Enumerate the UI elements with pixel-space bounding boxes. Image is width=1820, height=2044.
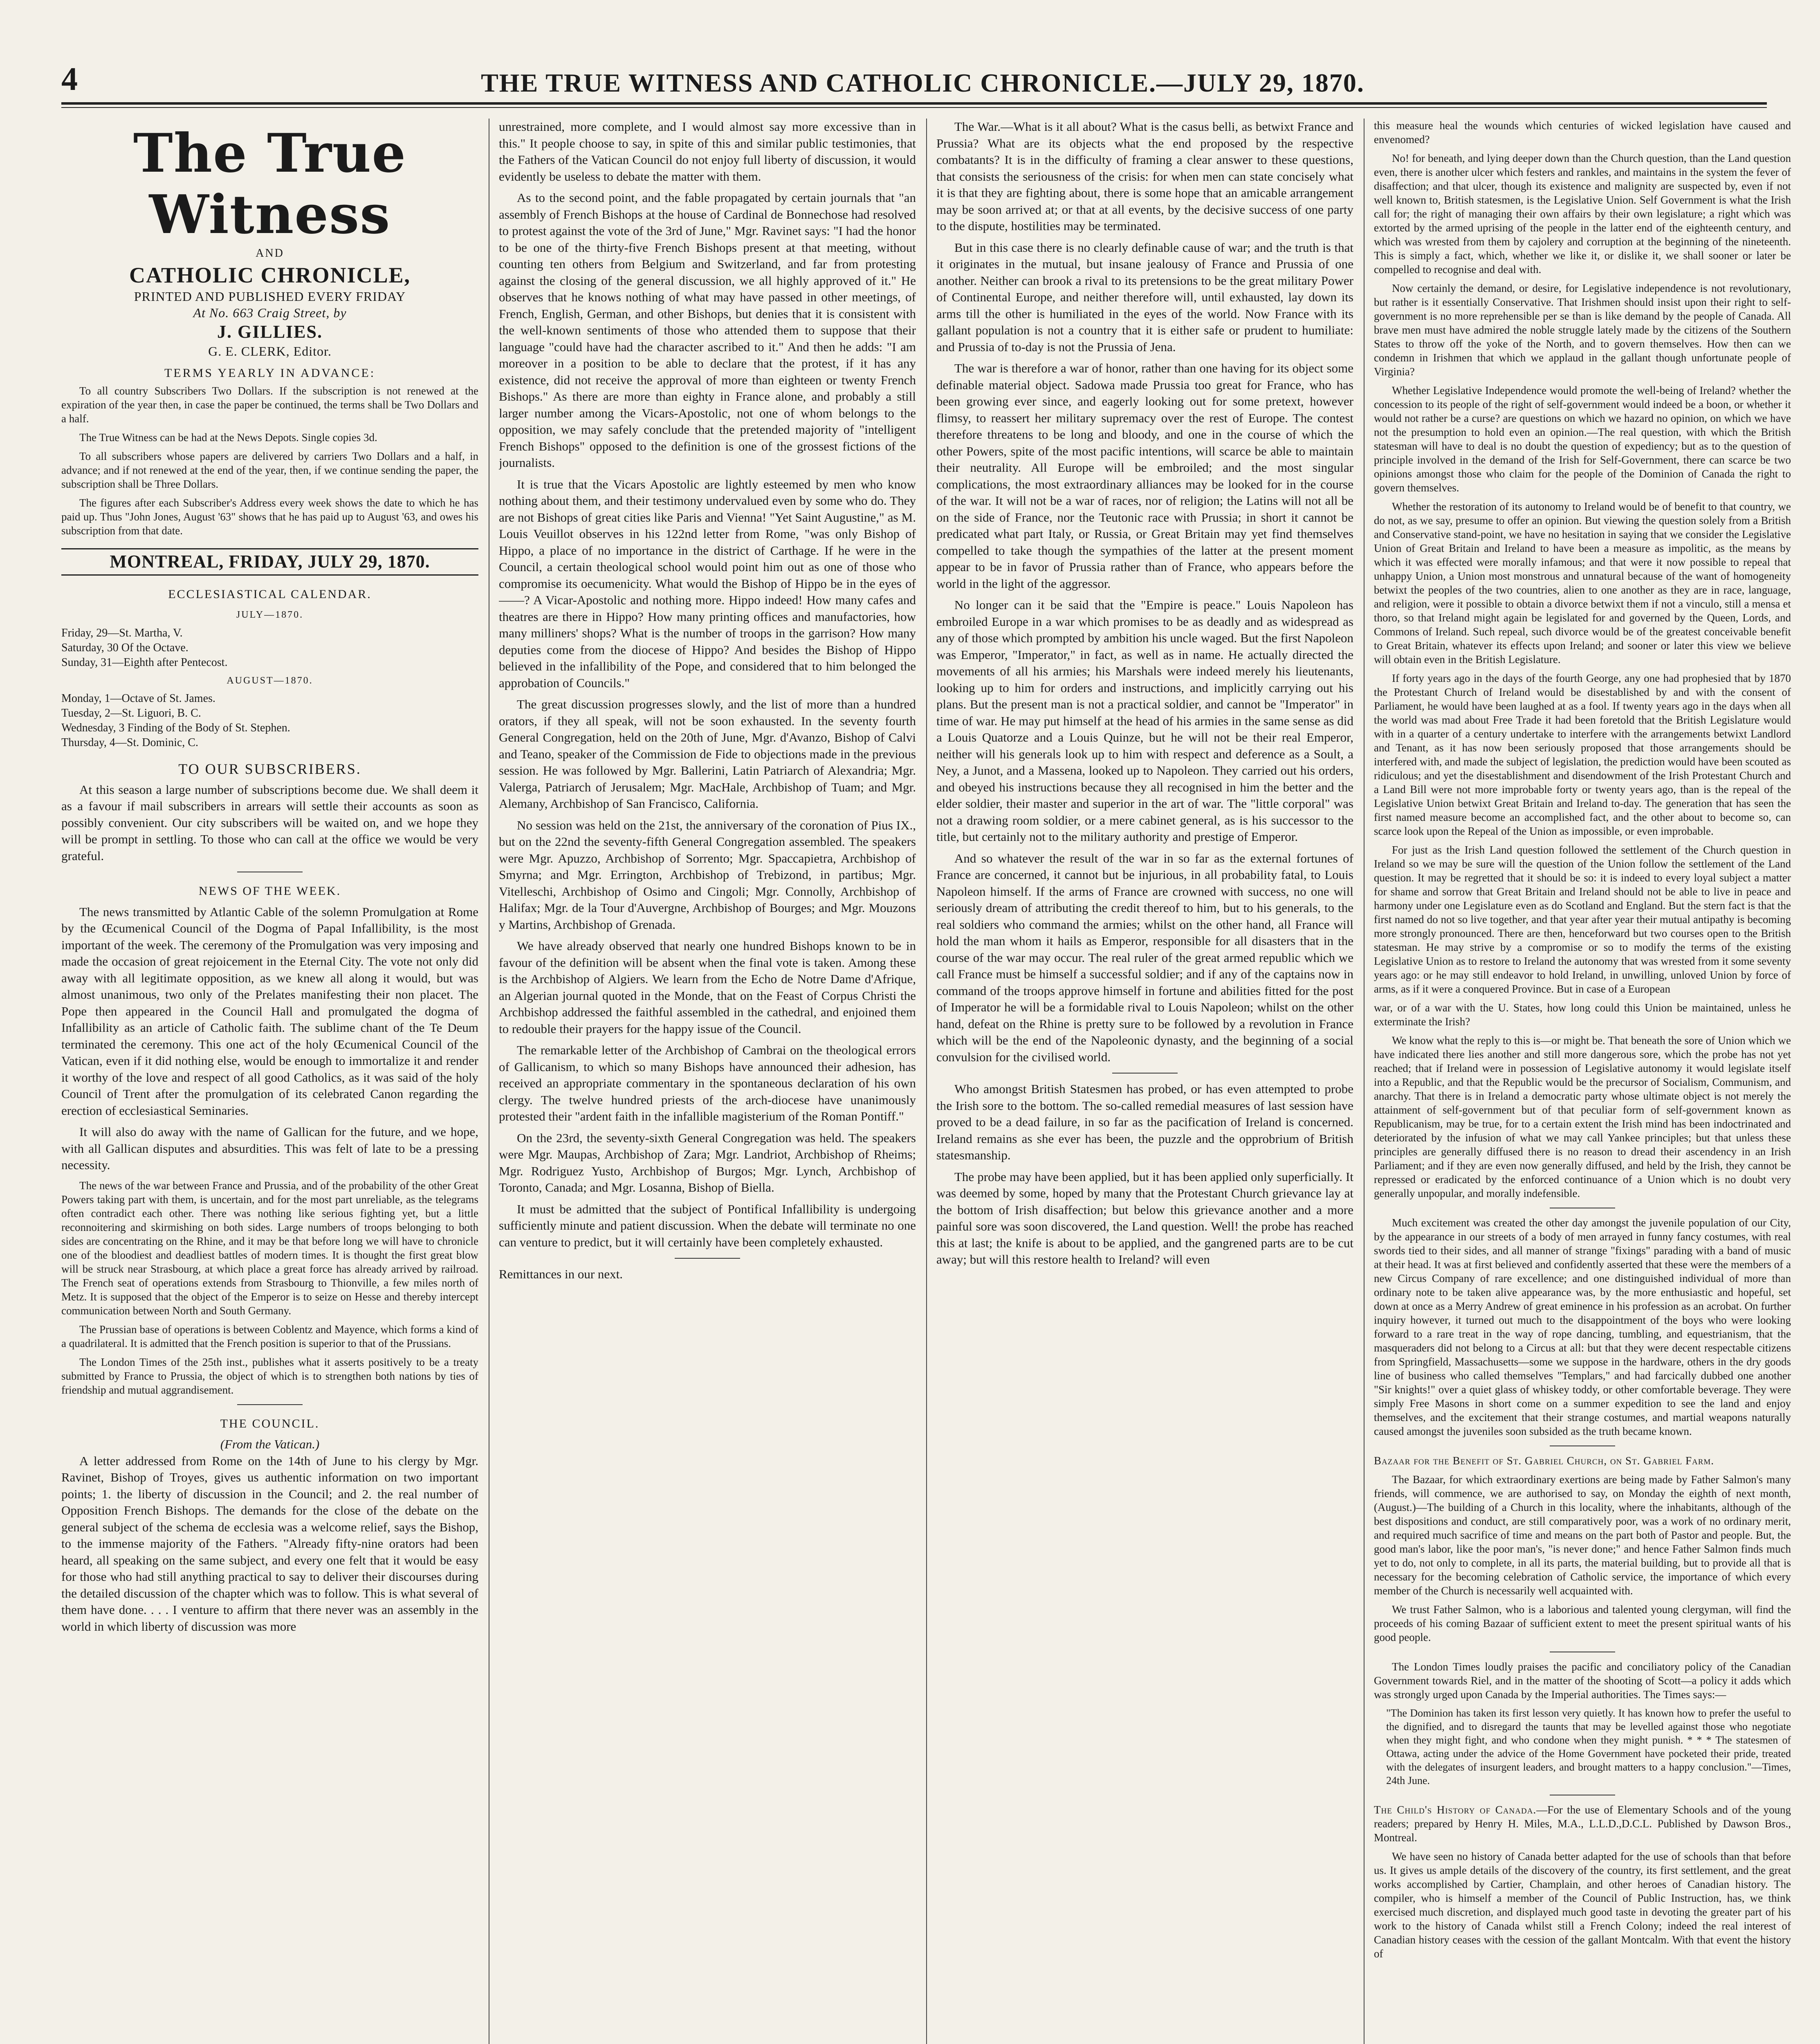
council-paragraph: No session was held on the 21st, the anniversary of the coronation of Pius IX., but on the 22nd the seventy-fifth General Congregation assembled. The speakers were Mgr. Apuzzo, Archbishop of Sorrento; Mgr. Spaccapietra, Archbishop of Smyrna; and Mgr. Errington, Archbishop of Trebizond, in partibus; Mgr. Vitelleschi, Archbishop of Osimo and Cingoli; Mgr. Connolly, Archbishop of Halifax; Mgr. de la Tour d'Auvergne, Archbishop of Bourges; and Mgr. Mouzons y Martins, Archbishop of Grenada.: [499, 818, 916, 932]
council-paragraph: As to the second point, and the fable propagated by certain journals that "an assembly of French Bishops at the house of Cardinal de Bonnechose had resolved to protest against the vote of the 3rd of June," Mgr. Ravinet says: "I had the honor to be one of the thirty-five French Bishops present at that meeting, without counting ten others from Belgium and Switzerland, and far from protesting against the closing of the general discussion, we all highly approved of it." He observes that he knows nothing of what may have passed in other meetings, of French, English, German, and other Bishops, but denies that it is consistent with the well-known sentiments of those who attended them to suppose that their language "could have had the character ascribed to it." And then he adds: "I am moreover in a position to be able to declare that the protest, if it has any existence, did not receive the approval of more than eighteen or twenty French Bishops." As there are more than eighty in France alone, and probably a still larger number among the Vicars-Apostolic, not one of whom belongs to the opposition, we may safely conclude that the pretended majority of "intelligent French Bishops" opposed to the definition is one of the grossest fictions of the journalists.: [499, 191, 916, 470]
subscribers-heading: TO OUR SUBSCRIBERS.: [178, 761, 361, 777]
remittances-note: Remittances in our next.: [499, 1267, 623, 1281]
times-quote: "The Dominion has taken its first lesson very quietly. It has known how to prefer the useful to the dignified, and to disregard the taunts that may be levelled against those who negotiate when they might fight, and who condone when they might punish. * * * The statesmen of Ottawa, acting under the advice of the Home Government have pocketed their pride, treated with the delegates of insurgent leaders, and brought matters to a happy conclusion."—Times, 24th June.: [1386, 1707, 1791, 1786]
editorial-paragraph: For just as the Irish Land question followed the settlement of the Church question in Ireland so we may be sure will the question of the Union follow the settlement of the Land question. It may be regretted that it should be so: it is indeed to every loyal subject a matter for shame and sorrow that Great Britain and Ireland should not be able to live in peace and harmony under one Legislature even as do Scotland and England. But the stern fact is that the first named do not so live together, and that year after year their mutual antipathy is becoming more strongly pronounced. There are then, henceforward but two courses open to the British statesman. He may strive by a compromise or so to modify the terms of the existing Legislative Union as to restore to Ireland the autonomy that was wrested from it some seventy years ago: or he may still endeavor to hold Ireland, in unwilling, unloved Union by force of arms, as if it were a conquered Province. But in case of a European: [1374, 844, 1791, 995]
council-continued: unrestrained, more complete, and I would almost say more excessive than in this." It people choose to say, in spite of this and similar public testimonies, that the Fathers of the Vatican Council do not enjoy full liberty of discussion, it would evidently be useless to debate the matter with them.: [499, 119, 916, 184]
page-number: 4: [61, 61, 79, 97]
editorial-paragraph: The war is therefore a war of honor, rather than one having for its object some definable material object. Sadowa made Prussia too great for France, who has been growing ever since, and eagerly looking out for some pretext, however flimsy, to reassert her military supremacy over the rest of Europe. The contest therefore threatens to be long and bloody, and one in the course of which the other Powers, spite of the most pacific intentions, will scarce be able to maintain their neutrality. All Europe will be embroiled; and the most singular complications, the most extraordinary alliances may be looked for in the course of the war. It will not be a war of races, nor of religion; the Latins will not all be on the side of France, nor the Teutonic race with Prussia; in short it cannot be predicated what part Italy, or Russia, or Great Britain may yet find themselves compelled to take though the sympathies of the latter at the present moment appear to be in favor of Prussia rather than of France, who appears before the world in the light of the aggressor.: [936, 361, 1353, 591]
bazaar-paragraph: The Bazaar, for which extraordinary exertions are being made by Father Salmon's many friends, will commence, we are authorised to say, on Monday the eighth of next month, (August.)—The building of a Church in this locality, where the inhabitants, although of the best dispositions and conduct, are still comparatively poor, was a work of no ordinary merit, and required much sacrifice of time and means on the part both of Pastor and people. But, the good man's labor, like the poor man's, "is never done;" and hence Father Salmon finds much yet to do, not only to complete, in all its parts, the material building, but to provide all that is necessary for the becoming celebration of Catholic service, the importance of which every member of the Church is necessarily well acquainted with.: [1374, 1473, 1791, 1597]
editorial-paragraph: Who amongst British Statesmen has probed, or has even attempted to probe the Irish sore to the bottom. The so-called remedial measures of last session have proved to be a dead failure, in so far as the pacification of Ireland is concerned. Ireland remains as she ever has been, the puzzle and the opprobrium of British statesmanship.: [936, 1082, 1353, 1162]
editorial-paragraph: No! for beneath, and lying deeper down than the Church question, than the Land question even, there is another ulcer which festers and rankles, and maintains in the system the fever of disaffection; and that ulcer, though its existence and malignity are suspected by, even if not well known to, British statesmen, is the Legislative Union. Self Government is what the Irish call for; the right of managing their own affairs by their own legislature; a right which was extorted by the armed uprising of the people in the latter end of the eighteenth century, and which was wrested from them by cajolery and corruption at the beginning of the nineteenth. This is simply a fact, which, whether we like it, or dislike it, we shall sooner or later be compelled to recognise and deal with.: [1374, 152, 1791, 276]
terms-paragraph: To all country Subscribers Two Dollars. If the subscription is not renewed at the expiration of the year then, in case the paper be continued, the terms shall be Two Dollars and a half.: [61, 385, 478, 425]
history-paragraph: We have seen no history of Canada better adapted for the use of schools than that before us. It gives us ample details of the discovery of the country, its first settlement, and the great works accomplished by Cartier, Champlain, and other heroes of Canadian history. The compiler, who is himself a member of the Council of Public Instruction, has, we think exercised much discretion, and displayed much good taste in devoting the greater part of his work to the history of Canada whilst still a French Colony; indeed the real interest of Canadian history ceases with the cession of the gallant Montcalm. With that event the history of: [1374, 1850, 1791, 1960]
terms-paragraph: To all subscribers whose papers are delivered by carriers Two Dollars and a half, in advance; and if not renewed at the end of the year, then, if we continue sending the paper, the subscription shall be Three Dollars.: [61, 450, 478, 490]
masthead-printed: PRINTED AND PUBLISHED EVERY FRIDAY: [134, 289, 406, 304]
column-2: [499, 119, 916, 2044]
history-intro: —For the use of Elementary Schools and of the young readers; prepared by Henry H. Miles, M.A., L.L.D.,D.C.L. Published by Dawson Bros., Montreal.: [1374, 1804, 1791, 1844]
column-3: [936, 119, 1353, 2044]
running-head: [61, 61, 1767, 98]
calendar-entry: Sunday, 31—Eighth after Pentecost.: [61, 656, 228, 669]
history-heading: The Child's History of Canada.: [1374, 1804, 1537, 1816]
calendar-entry: Monday, 1—Octave of St. James.: [61, 692, 215, 705]
editorial-paragraph: The probe may have been applied, but it has been applied only superficially. It was deemed by some, hoped by many that the Protestant Church grievance lay at the bottom of Irish disaffection; but below this grievance another and a more painful sore was soon discovered, the Land question. Well! the probe has reached this at last; the knife is about to be applied, and the gangrened parts are to be cut away; but will this restore health to Ireland? will even: [936, 1169, 1353, 1266]
editorial-paragraph: And so whatever the result of the war in so far as the external fortunes of France are concerned, it cannot but be injurious, in all probability fatal, to Louis Napoleon himself. If the arms of France are crowned with success, no one will seriously dream of attributing the credit thereof to him, but to his generals, to the real soldiers who command the armies; whilst on the other hand, all France will hold the man whom it hails as Emperor, responsible for all disasters that in the course of the war may occur. The real ruler of the great armed republic which we call France must be himself a successful soldier; and if any of the captains now in command of the troops approve himself in fortune and abilities fitted for the post of Imperator he will be a formidable rival to Louis Napoleon; whilst on the other hand, defeat on the Rhine is pretty sure to be followed by a revolution in France which will be the end of the Napoleonic dynasty, and the beginning of a social convulsion for the civilised world.: [936, 851, 1353, 1064]
masthead-subtitle: CATHOLIC CHRONICLE,: [129, 262, 411, 287]
editorial-paragraph: We know what the reply to this is—or might be. That beneath the sore of Union which we have indicated there lies another and still more dangerous sore, which the probe has not yet reached; that if Ireland were in possession of Legislative autonomy it would legislate itself into a Republic, and that the Republic would be the precursor of Socialism, Communism, and anarchy. That there is in Ireland a democratic party whose ultimate object is not merely the attainment of self-government but of that peculiar form of self-government known as Republicanism, may be true, for to a certain extent the Irish mind has been indoctrinated and deteriorated by the infusion of what we may call Yankee principles; but that unless these principles are generally diffused there is no reason to dread their ascendency in an Irish Parliament; and if they are even now generally diffused, and held by the Irish, they cannot be repressed or eradicated by the enforced continuance of a Union which is no doubt very generally unpopular, and morally indefensible.: [1374, 1034, 1791, 1199]
news-heading: NEWS OF THE WEEK.: [198, 884, 341, 898]
calendar-entry: Tuesday, 2—St. Liguori, B. C.: [61, 707, 201, 719]
header-rule-thin: [61, 107, 1767, 108]
calendar-heading: ECCLESIASTICAL CALENDAR.: [168, 587, 372, 601]
editorial-paragraph: No longer can it be said that the "Empire is peace." Louis Napoleon has embroiled Europe in a war which promises to be as deadly and as widespread as any of those which prompted by ambition his uncle waged. But the first Napoleon was Emperor, "Imperator," in fact, as well as in name. He actually directed the movements of all his armies; his Marshals were indeed merely his lieutenants, looking up to him for orders and instructions, and implicitly carrying out his plans. But the present man is not a practical soldier, and cannot be "Imperator" in time of war. He may put himself at the head of his armies in the same sense as did a Louis Quatorze and a Louis Quinze, but he will not be their real Emperor, neither will his generals look up to him with respect and deference as a Soult, a Ney, a Junot, and a Massena, looked up to Napoleon. They carried out his orders, and obeyed his instructions because they all recognised in him the better and the elder soldier, their master and superior in the art of war. The "little corporal" was not a drawing room soldier, or a mere cabinet general, as is his successor to the title, but certainly not to the military authority and prestige of Emperor.: [936, 598, 1353, 844]
editorial-paragraph: But in this case there is no clearly definable cause of war; and the truth is that it originates in the mutual, but insane jealousy of France and Prussia of one another. Neither can brook a rival to its pretensions to be the great military Power of Continental Europe, and neither therefore will, until exhausted, lay down its arms till the other is humiliated in the eyes of the world. Now France with its gallant population is not a country that it is either safe or prudent to humiliate: and Prussia of to-day is not the Prussia of Jena.: [936, 240, 1353, 354]
council-paragraph: It must be admitted that the subject of Pontifical Infallibility is undergoing sufficiently minute and patient discussion. When the debate will terminate no one can venture to predict, but it will certainly have been completely exhausted.: [499, 1201, 916, 1249]
masthead-editor: G. E. CLERK, Editor.: [208, 343, 332, 359]
terms-heading: TERMS YEARLY IN ADVANCE:: [164, 366, 376, 380]
council-source: (From the Vatican.): [220, 1437, 320, 1451]
running-title: THE TRUE WITNESS AND CATHOLIC CHRONICLE.—JULY 29, 1870.: [481, 68, 1364, 97]
header-rule: [61, 102, 1767, 105]
bazaar-heading: Bazaar for the Benefit of St. Gabriel Church, on St. Gabriel Farm.: [1374, 1455, 1715, 1467]
council-paragraph: It is true that the Vicars Apostolic are lightly esteemed by men who know nothing about them, and their testimony undervalued even by some who do. They are not Bishops of great cities like Paris and Vienna! "Yet Saint Augustine," as M. Louis Veuillot observes in his 122nd letter from Rome, "was only Bishop of Hippo, a place of no importance in the district of Carthage. If he were in the Council, a certain theological school would point him out as one of those who compromise its oecumenicity. What would the Bishop of Hippo be in the eyes of ——? A Vicar-Apostolic and nothing more. Hippo indeed! How many cafes and theatres are there in Hippo? How many printing offices and manufactories, how many milliners' shops? What is the number of troops in the garrison? How many deputies come from the diocese of Hippo? And besides the Bishop of Hippo believed in the infallibility of the Pope, and considered that to him belonged the approbation of Councils.": [499, 477, 916, 690]
masthead-and: AND: [256, 247, 284, 260]
news-paragraph: The Prussian base of operations is between Coblentz and Mayence, which forms a kind of a quadrilateral. It is admitted that the French position is superior to that of the Prussians.: [61, 1323, 478, 1349]
divider: [675, 1258, 740, 1259]
masthead-address: At No. 663 Craig Street, by: [193, 305, 347, 320]
column-4: [1374, 119, 1791, 2044]
editorial-paragraph: If forty years ago in the days of the fourth George, any one had prophesied that by 1870 the Protestant Church of Ireland would be disestablished by and with the consent of Parliament, he would have been laughed at as a fool. If twenty years ago in the days when all the world was mad about Free Trade it had been foretold that the British Legislature would with in a quarter of a century undertake to interfere with the arrangements betwixt Landlord and Tenant, as it has now been seriously proposed that those arrangements should be interfered with, and made the subject of legislation, the prediction would have been scouted as ridiculous; and yet the disestablishment and disendowment of the Irish Protestant Church and a Land Bill were not more improbable forty or twenty years ago, than is the repeal of the Legislative Union betwixt Great Britain and Ireland to-day. The generation that has seen the first named measure become an accomplished fact, and the other about to become so, can scarce look upon the Repeal of the Union as impossible, or even improbable.: [1374, 672, 1791, 837]
news-paragraph: The news of the war between France and Prussia, and of the probability of the other Great Powers taking part with them, is uncertain, and for the most part unreliable, as the telegrams often contradict each other. There was nothing like serious fighting yet, but a little reconnoitering and skirmishing on both sides. Large numbers of troops belonging to both sides are concentrating on the Rhine, and it may be that before long we will have to chronicle one of the bloodiest and deadliest battles of modern times. It is thought the first great blow will be struck near Strasbourg, at which place a great force has already arrived by railroad. The French seat of operations extends from Strasbourg to Thionville, a few miles north of Metz. It is supposed that the object of the Emperor is to seize on Hesse and thereby intercept communication between North and South Germany.: [61, 1179, 478, 1317]
council-heading: THE COUNCIL.: [220, 1416, 320, 1430]
news-paragraph: It will also do away with the name of Gallican for the future, and we hope, with all Gallican disputes and absurdities. This was felt of late to be a pressing necessity.: [61, 1125, 478, 1172]
divider: [1112, 1073, 1178, 1074]
masthead-publisher: J. GILLIES.: [217, 321, 323, 342]
editorial-paragraph: Whether Legislative Independence would promote the well-being of Ireland? whether the concession to its people of the right of self-government would indeed be a boon, or whether it would not rather be a curse? are questions on which we hazard no opinion, on which we have not the presumption to hold even an opinion.—The real question, with which the British statesman will have to deal is no doubt the question of expediency; but as to the question of principle involved in the demand of the Irish for Self-Government, there can scarce be two opinions amongst those who claim for the people of the Dominion of Canada the right to govern themselves.: [1374, 384, 1791, 494]
templars-paragraph: Much excitement was created the other day amongst the juvenile population of our City, by the appearance in our streets of a body of men arrayed in funny fancy costumes, with real swords tied to their sides, and all manner of strange "fixings" parading with a band of music at their head. It was at first believed and confidently asserted that these were the members of a new Circus Company of rare excellence; and one distinguished individual of more than ordinary note to be taken alive appearance was, by the more enthusiastic and hopeful, set down at once as a Merry Andrew of great eminence in his profession as an acrobat. On further inquiry however, it turned out much to the disappointment of the boys who were looking forward to a rare treat in the way of rope dancing, tumbling, and equestrianism, that the masqueraders did not belong to a Circus at all: but that they were decent respectable citizens from Springfield, Massachusetts—some we suppose in the hardware, others in the dry goods line of business who called themselves "Templars," and had farcically dubbed one another "Sir knights!" over a quiet glass of whiskey toddy, or other comfortable beverage. They were simply Free Masons in short come on a summer expedition to see the land and enjoy themselves, and the excitement that their strange costumes, and martial weapons naturally caused amongst the juveniles soon subsided as the truth became known.: [1374, 1217, 1791, 1437]
editorial-paragraph: Whether the restoration of its autonomy to Ireland would be of benefit to that country, we do not, as we say, presume to offer an opinion. But viewing the question solely from a British and Conservative stand-point, we have no hesitation in saying that we consider the Legislative Union of Great Britain and Ireland to have been a measure as impolitic, as the means by which it was effected were morally infamous; and that were it now possible to repeal that unhappy Union, a Union most monstrous and unnatural because of the want of homogeneity betwixt the peoples of the two countries, alien to one another as they are in race, language, and religion, were it possible to obtain a divorce betwixt them if not a vinculo, still a mensa et thoro, so that Ireland might again be legislated for and governed by the Queen, Lords, and Commons of Ireland. Such repeal, such divorce would be of the greatest conceivable benefit to Great Britain, whatever its effects upon Ireland; and sooner or later this view we believe will obtain even in the British Legislature.: [1374, 500, 1791, 666]
calendar-entry: Thursday, 4—St. Dominic, C.: [61, 736, 198, 749]
times-paragraph: The London Times loudly praises the pacific and conciliatory policy of the Canadian Government towards Riel, and in the matter of the shooting of Scott—a policy it adds which was strongly urged upon Canada by the Imperial authorities. The Times says:—: [1374, 1661, 1791, 1701]
calendar-month: AUGUST—1870.: [227, 675, 313, 686]
calendar-month: JULY—1870.: [236, 610, 304, 620]
terms-paragraph: The True Witness can be had at the News Depots. Single copies 3d.: [79, 431, 377, 444]
calendar-entry: Wednesday, 3 Finding of the Body of St. Stephen.: [61, 722, 290, 734]
calendar-entry: Saturday, 30 Of the Octave.: [61, 641, 189, 654]
council-paragraph: On the 23rd, the seventy-sixth General Congregation was held. The speakers were Mgr. Maupas, Archbishop of Zara; Mgr. Landriot, Archbishop of Rheims; Mgr. Rodriguez Yusto, Archbishop of Burgos; Mgr. Lynch, Archbishop of Toronto, Canada; and Mgr. Losanna, Bishop of Biella.: [499, 1130, 916, 1195]
masthead-title: The True Witness: [133, 122, 407, 246]
council-paragraph: We have already observed that nearly one hundred Bishops known to be in favour of the definition will be absent when the final vote is taken. Among these is the Archbishop of Algiers. We learn from the Echo de Notre Dame d'Afrique, an Algerian journal quoted in the Monde, that on the Feast of Corpus Christi the Archbishop addressed the faithful assembled in the cathedral, and enjoined them to redouble their prayers for the happy issue of the Council.: [499, 939, 916, 1036]
dateline: MONTREAL, FRIDAY, JULY 29, 1870.: [61, 548, 478, 576]
bazaar-paragraph: We trust Father Salmon, who is a laborious and talented young clergyman, will find the proceeds of his coming Bazaar of sufficient extent to meet the present spiritual wants of his good people.: [1374, 1603, 1791, 1643]
column-1: [61, 119, 478, 2044]
news-paragraph: The news transmitted by Atlantic Cable of the solemn Promulgation at Rome by the Œcumenical Council of the Dogma of Papal Infallibility, is the most important of the week. The ceremony of the Promulgation was very imposing and made the occasion of great rejoicement in the Eternal City. The vote not only did away with all legitimate opposition, as we knew all along it would, but was almost unanimous, two only of the Prelates manifesting their non placet. The Pope then appeared in the Council Hall and promulgated the dogma of Infallibility as an article of Catholic faith. The sublime chant of the Te Deum terminated the ceremony. This one act of the holy Œcumenical Council of the Vatican, even if it did nothing else, would be enough to immortalize it and render it worthy of the love and respect of all good Catholics, as it was said of the holy Council of Trent after the promulgation of its celebrated Canon regarding the erection of ecclesiastical Seminaries.: [61, 904, 478, 1118]
editorial-paragraph: Now certainly the demand, or desire, for Legislative independence is not revolutionary, but rather is it essentially Conservative. That Irishmen should insist upon their right to self-government is no more reprehensible per se than is like demand by the people of Canada. All brave men must have admired the noble struggle lately made by the citizens of the Southern States to throw off the yoke of the North, and to govern themselves. How then can we condemn in Irishmen that which we applaud in the gallant though unfortunate people of Virginia?: [1374, 282, 1791, 378]
council-paragraph: A letter addressed from Rome on the 14th of June to his clergy by Mgr. Ravinet, Bishop of Troyes, gives us authentic information on two important points; 1. the liberty of discussion in the Council; and 2. the real number of Opposition French Bishops. The demands for the close of the debate on the general subject of the schema de ecclesia was a welcome relief, says the Bishop, to the immense majority of the Fathers. "Already fifty-nine orators had been heard, all speaking on the same subject, and every one felt that it would be easy for those who had still anything practical to say to deliver their discourses during the detailed discussion of the chapter which was to follow. This is what several of them have done. . . . I venture to affirm that there never was an assembly in the world in which liberty of discussion was more: [61, 1453, 478, 1634]
editorial-continued: this measure heal the wounds which centuries of wicked legislation have caused and envenomed?: [1374, 119, 1791, 146]
editorial-paragraph: The War.—What is it all about? What is the casus belli, as betwixt France and Prussia? What are its objects what the end proposed by the respective combatants? It is in the difficulty of framing a clear answer to these questions, that consists the seriousness of the crisis: for when men can state concisely what it is that they are fighting about, there is some hope that an amicable arrangement may be soon arrived at; or that at all events, by the decisive success of one party to the dispute, hostilities may be terminated.: [936, 119, 1353, 233]
news-paragraph: The London Times of the 25th inst., publishes what it asserts positively to be a treaty submitted by France to Prussia, the object of which is to strengthen both nations by ties of friendship and mutual aggrandisement.: [61, 1356, 478, 1396]
column-rule-2: [926, 119, 927, 2044]
terms-paragraph: The figures after each Subscriber's Address every week shows the date to which he has paid up. Thus "John Jones, August '63" shows that he has paid up to August '63, and owes his subscription from that date.: [61, 497, 478, 537]
council-paragraph: The great discussion progresses slowly, and the list of more than a hundred orators, if they all speak, will not be soon exhausted. In the seventy fourth General Congregation, held on the 20th of June, Mgr. d'Avanzo, Bishop of Calvi and Teano, speaker of the Commission de Fide to objections made in the previous session. He was followed by Mgr. Ballerini, Latin Patriarch of Alexandria; Mgr. Valerga, Patriarch of Jerusalem; Mgr. MacHale, Archbishop of Tuam; and Mgr. Alemany, Archbishop of San Francisco, California.: [499, 697, 916, 811]
editorial-continued: war, or of a war with the U. States, how long could this Union be maintained, unless he exterminate the Irish?: [1374, 1002, 1791, 1028]
council-paragraph: The remarkable letter of the Archbishop of Cambrai on the theological errors of Gallicanism, to which so many Bishops have announced their adhesion, has received an appropriate commentary in the spontaneous declaration of his own clergy. The twelve hundred priests of the arch-diocese have unanimously protested their "ardent faith in the infallible magisterium of the Roman Pontiff.": [499, 1043, 916, 1123]
subscribers-notice: At this season a large number of subscriptions become due. We shall deem it as a favour if mail subscribers in arrears will settle their accounts as soon as possibly convenient. Our city subscribers will be waited on, and we hope they will be prompt in settling. To those who can call at the office we would be very grateful.: [61, 782, 478, 863]
calendar-entry: Friday, 29—St. Martha, V.: [61, 626, 183, 639]
divider: [237, 1404, 303, 1405]
